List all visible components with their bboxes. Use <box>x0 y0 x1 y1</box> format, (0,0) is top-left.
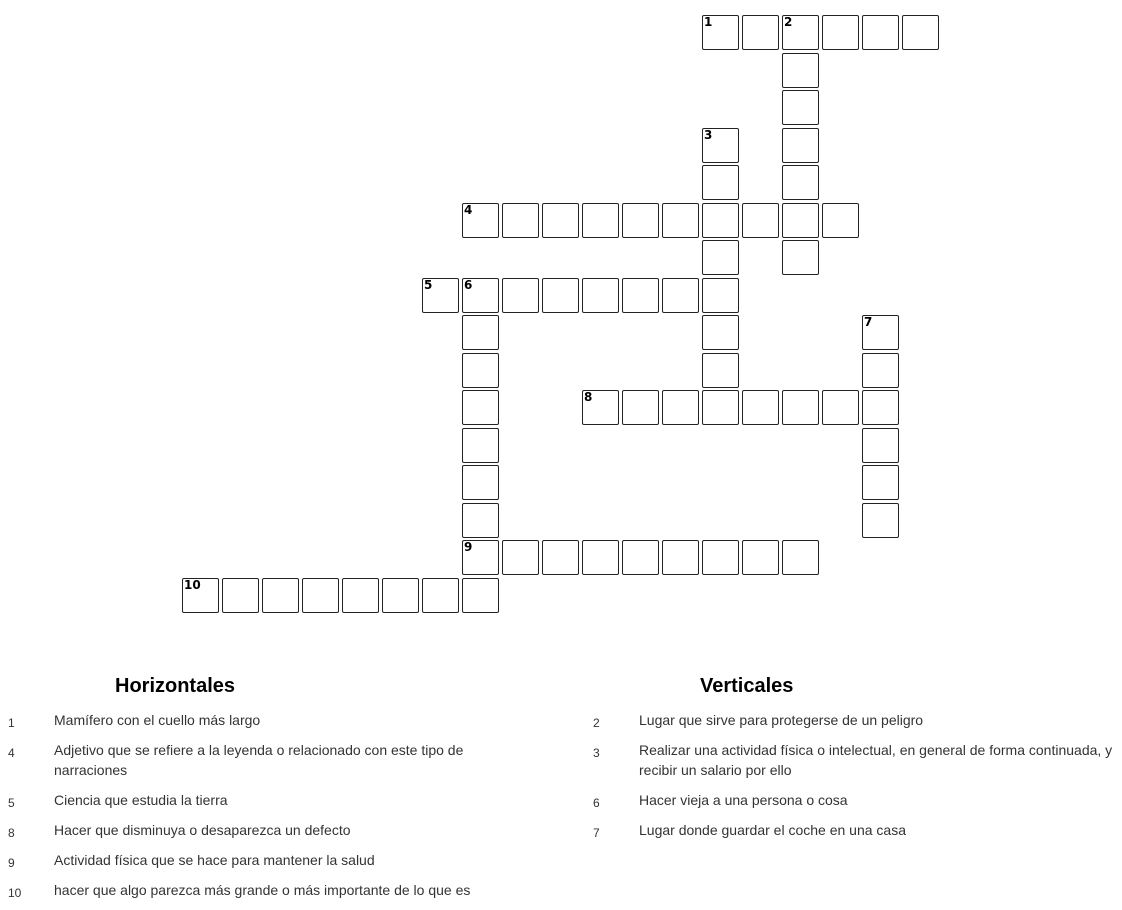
clue-text: Realizar una actividad física o intelectual, en general de forma continuada, y recibir un salario por ello <box>639 742 1113 778</box>
down-heading: Verticales <box>700 675 794 697</box>
crossword-cell[interactable] <box>862 465 899 500</box>
crossword-cell[interactable] <box>782 390 819 425</box>
crossword-cell[interactable] <box>702 165 739 200</box>
clue-item <box>585 790 1120 810</box>
clue-item <box>0 880 500 900</box>
cell-number: 1 <box>704 15 713 29</box>
crossword-cell[interactable] <box>822 203 859 238</box>
crossword-cell[interactable] <box>662 540 699 575</box>
crossword-cell[interactable] <box>302 578 339 613</box>
crossword-cell[interactable] <box>382 578 419 613</box>
clue-item <box>585 710 1120 730</box>
crossword-cell[interactable] <box>462 315 499 350</box>
cell-number: 4 <box>464 203 473 217</box>
crossword-cell[interactable] <box>702 540 739 575</box>
crossword-cell[interactable] <box>222 578 259 613</box>
across-clue-list <box>0 710 500 910</box>
crossword-cell[interactable] <box>782 240 819 275</box>
crossword-cell[interactable] <box>862 15 899 50</box>
crossword-cell[interactable] <box>862 428 899 463</box>
crossword-cell[interactable] <box>702 353 739 388</box>
clue-text: Hacer que disminuya o desaparezca un defecto <box>54 822 351 838</box>
cell-number: 3 <box>704 128 713 142</box>
clue-number: 5 <box>8 796 15 810</box>
crossword-cell[interactable] <box>702 315 739 350</box>
crossword-cell[interactable] <box>262 578 299 613</box>
crossword-cell[interactable] <box>742 203 779 238</box>
crossword-cell[interactable] <box>462 278 499 313</box>
crossword-cell[interactable] <box>862 390 899 425</box>
crossword-cell[interactable] <box>782 165 819 200</box>
crossword-cell[interactable] <box>782 540 819 575</box>
crossword-cell[interactable] <box>782 128 819 163</box>
crossword-cell[interactable] <box>622 278 659 313</box>
crossword-cell[interactable] <box>422 578 459 613</box>
crossword-cell[interactable] <box>662 203 699 238</box>
clue-number: 2 <box>593 716 600 730</box>
crossword-cell[interactable] <box>582 540 619 575</box>
crossword-cell[interactable] <box>462 390 499 425</box>
crossword-cell[interactable] <box>542 278 579 313</box>
crossword-cell[interactable] <box>862 353 899 388</box>
cell-number: 6 <box>464 278 473 292</box>
crossword-cell[interactable] <box>782 15 819 50</box>
cell-number: 7 <box>864 315 873 329</box>
clue-text: Mamífero con el cuello más largo <box>54 712 261 728</box>
clue-number: 9 <box>8 856 15 870</box>
clue-text: Ciencia que estudia la tierra <box>54 792 228 808</box>
clue-text: Lugar que sirve para protegerse de un peligro <box>639 712 924 728</box>
crossword-cell[interactable] <box>702 390 739 425</box>
crossword-cell[interactable] <box>742 15 779 50</box>
clue-number: 10 <box>8 886 22 900</box>
clue-item <box>0 820 500 840</box>
crossword-cell[interactable] <box>702 240 739 275</box>
clue-item <box>0 790 500 810</box>
crossword-cell[interactable] <box>462 540 499 575</box>
clue-number: 8 <box>8 826 15 840</box>
crossword-cell[interactable] <box>662 278 699 313</box>
crossword-cell[interactable] <box>462 578 499 613</box>
clue-number: 1 <box>8 716 15 730</box>
crossword-cell[interactable] <box>742 390 779 425</box>
crossword-cell[interactable] <box>702 128 739 163</box>
crossword-cell[interactable] <box>782 203 819 238</box>
cell-number: 5 <box>424 278 433 292</box>
clue-text: Actividad física que se hace para mantener la salud <box>54 852 375 868</box>
crossword-cell[interactable] <box>862 315 899 350</box>
crossword-cell[interactable] <box>822 15 859 50</box>
crossword-cell[interactable] <box>462 428 499 463</box>
crossword-cell[interactable] <box>862 503 899 538</box>
crossword-cell[interactable] <box>622 390 659 425</box>
clue-item <box>0 850 500 870</box>
down-clue-list <box>585 710 1120 850</box>
crossword-cell[interactable] <box>502 540 539 575</box>
crossword-cell[interactable] <box>422 278 459 313</box>
crossword-cell[interactable] <box>462 503 499 538</box>
crossword-cell[interactable] <box>702 203 739 238</box>
crossword-cell[interactable] <box>702 15 739 50</box>
crossword-cell[interactable] <box>622 540 659 575</box>
crossword-cell[interactable] <box>782 53 819 88</box>
crossword-cell[interactable] <box>902 15 939 50</box>
crossword-cell[interactable] <box>582 390 619 425</box>
across-heading: Horizontales <box>115 675 236 697</box>
clue-text: hacer que algo parezca más grande o más importante de lo que es <box>54 882 471 898</box>
crossword-cell[interactable] <box>182 578 219 613</box>
crossword-cell[interactable] <box>662 390 699 425</box>
crossword-cell[interactable] <box>502 203 539 238</box>
crossword-cell[interactable] <box>702 278 739 313</box>
crossword-cell[interactable] <box>462 203 499 238</box>
clue-number: 7 <box>593 826 600 840</box>
crossword-cell[interactable] <box>462 465 499 500</box>
clue-item <box>585 740 1120 780</box>
crossword-cell[interactable] <box>742 540 779 575</box>
clue-text: Lugar donde guardar el coche en una casa <box>639 822 906 838</box>
clue-number: 4 <box>8 746 15 760</box>
crossword-cell[interactable] <box>542 540 579 575</box>
clue-item <box>585 820 1120 840</box>
clue-number: 3 <box>593 746 600 760</box>
crossword-cell[interactable] <box>622 203 659 238</box>
crossword-cell[interactable] <box>782 90 819 125</box>
clue-item <box>0 710 500 730</box>
crossword-cell[interactable] <box>502 278 539 313</box>
clue-number: 6 <box>593 796 600 810</box>
clue-text: Hacer vieja a una persona o cosa <box>639 792 848 808</box>
crossword-cell[interactable] <box>462 353 499 388</box>
clue-item <box>0 740 500 780</box>
cell-number: 10 <box>184 578 201 592</box>
clue-text: Adjetivo que se refiere a la leyenda o relacionado con este tipo de narraciones <box>54 742 464 778</box>
crossword-cell[interactable] <box>582 203 619 238</box>
crossword-cell[interactable] <box>542 203 579 238</box>
crossword-cell[interactable] <box>342 578 379 613</box>
crossword-cell[interactable] <box>582 278 619 313</box>
crossword-cell[interactable] <box>822 390 859 425</box>
cell-number: 2 <box>784 15 793 29</box>
cell-number: 9 <box>464 540 473 554</box>
cell-number: 8 <box>584 390 593 404</box>
